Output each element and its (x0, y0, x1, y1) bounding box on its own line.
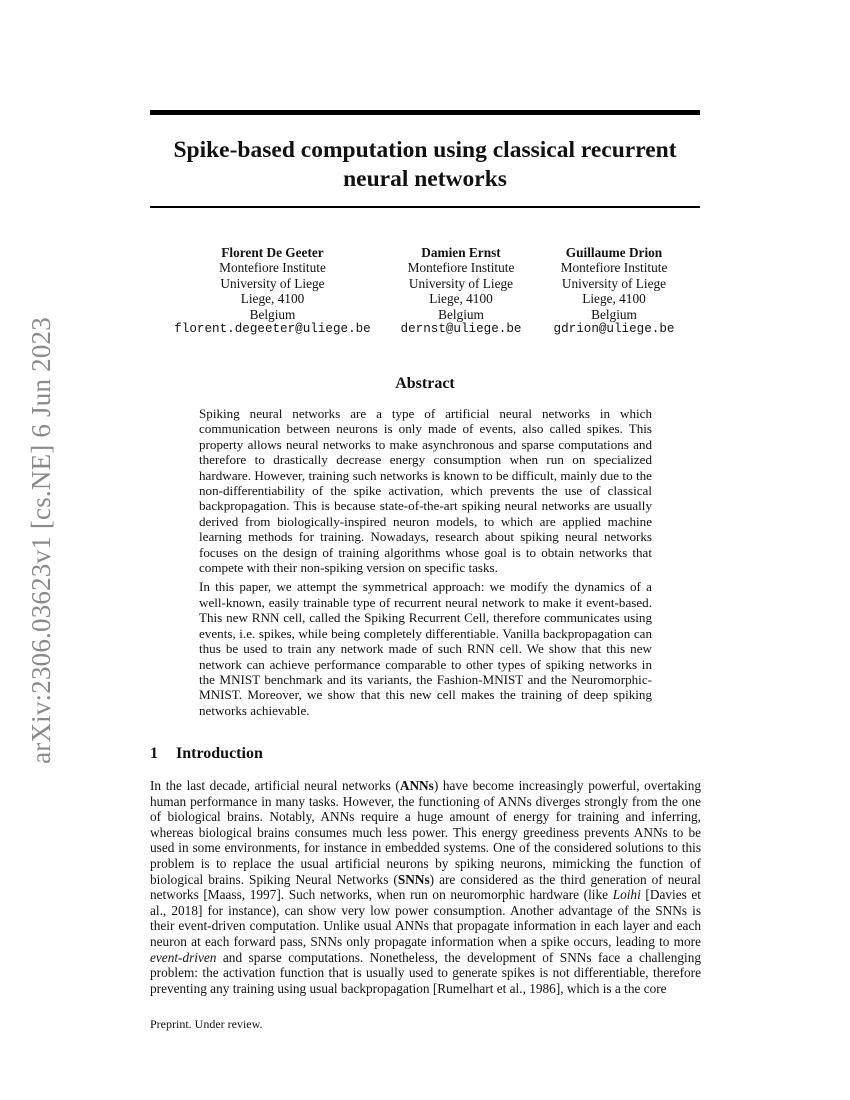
title-top-rule (150, 110, 700, 115)
introduction-body (150, 778, 701, 996)
abstract-paragraph-2: In this paper, we attempt the symmetrical approach: we modify the dynamics of a well-known, easily trainable type of recurrent neural network to make it event-based. This new RNN cell, called the Spiking Recurrent Cell, therefore communicates using events, i.e. spikes, while being completely differentiable. Vanilla backpropagation can thus be used to train any network made of such RNN cell. We show that this new network can achieve performance comparable to other types of spiking networks in the MNIST benchmark and its variants, the Fashion-MNIST and the Neuromorphic-MNIST. Moreover, we show that this new cell makes the training of deep spiking networks achievable. (199, 579, 652, 718)
intro-term-snns: SNNs (397, 871, 430, 887)
author-university: University of Liege (561, 275, 667, 291)
arxiv-identifier-text: arXiv:2306.03623v1 [cs.NE] 6 Jun 2023 (25, 316, 56, 764)
author-university: University of Liege (408, 275, 514, 291)
intro-term-anns: ANNs (399, 778, 434, 793)
intro-text: [Davies et al., 2018] for instance), can show very low power consumption. Another advantage of the SNNs is their event-driven computation. Unlike usual ANNs that propagate information in each layer and each neuron at each forward pass, SNNs only propagate information when a spike occurs, leading to more (150, 887, 701, 949)
author-country: Belgium (438, 306, 484, 322)
author-country: Belgium (249, 306, 296, 322)
author-university: University of Liege (220, 275, 325, 291)
author-city: Liege, 4100 (582, 291, 646, 307)
intro-term-event-driven: event-driven (150, 949, 217, 965)
abstract-heading: Abstract (395, 375, 455, 392)
author-name: Guillaume Drion (565, 245, 663, 260)
author-name: Damien Ernst (421, 245, 501, 260)
section-heading-introduction (150, 745, 263, 763)
author-email: gdrion@uliege.be (553, 322, 675, 337)
intro-term-loihi: Loihi (612, 887, 641, 903)
preprint-footer: Preprint. Under review. (150, 1017, 263, 1031)
author-block-3 (550, 245, 678, 337)
author-city: Liege, 4100 (429, 291, 493, 307)
author-country: Belgium (591, 306, 637, 322)
arxiv-identifier-stamp (16, 305, 66, 775)
intro-text: In the last decade, artificial neural networks ( (150, 778, 400, 793)
section-number: 1 (150, 745, 158, 762)
author-block-1 (170, 245, 375, 337)
author-block-2 (392, 245, 530, 337)
author-institute: Montefiore Institute (560, 260, 668, 276)
intro-text: ) have become increasingly powerful, overtaking human performance in many tasks. However, the functioning of ANNs diverges strongly from the one of biological brains. Notably, ANNs require a huge amount of energy for training and inferring, whereas biological brains consumes much less power. This energy greediness prevents ANNs to be used in some environments, for instance in embedded systems. One of the considered solutions to this problem is to replace the usual artificial neurons by spiking neurons, mimicking the function of biological brains. Spiking Neural Networks ( (150, 778, 702, 887)
author-institute: Montefiore Institute (219, 260, 326, 276)
title-bottom-rule (150, 206, 700, 208)
section-title: Introduction (176, 745, 263, 762)
paper-title: Spike-based computation using classical recurrent neural networks (173, 137, 677, 192)
author-city: Liege, 4100 (240, 291, 305, 307)
abstract-paragraph-1: Spiking neural networks are a type of artificial neural networks in which communication between neurons is only made of events, also called spikes. This property allows neural networks to make asynchronous and sparse computations and therefore to drastically decrease energy consumption when run on specialized hardware. However, training such networks is known to be difficult, mainly due to the non-differentiability of the spike activation, which prevents the use of classical backpropagation. This is because state-of-the-art spiking neural networks are usually derived from biologically-inspired neuron models, to which are applied machine learning methods for training. Nowadays, research about spiking neural networks focuses on the design of training algorithms whose goal is to obtain networks that compete with their non-spiking version on specific tasks. (199, 406, 652, 576)
author-email: florent.degeeter@uliege.be (174, 322, 371, 337)
author-name: Florent De Geeter (221, 245, 324, 260)
intro-text: and sparse computations. Nonetheless, the development of SNNs face a challenging problem: the activation function that is usually used to generate spikes is not differentiable, therefore preventing any training using usual backpropagation [Rumelhart et al., 1986], which is a the core (150, 949, 701, 996)
abstract-body (199, 406, 652, 722)
intro-text: ) are considered as the third generation of neural networks [Maass, 1997]. Such networks, when run on neuromorphic hardware (like (150, 871, 701, 903)
introduction-paragraph (150, 778, 701, 996)
author-email: dernst@uliege.be (400, 322, 522, 337)
author-institute: Montefiore Institute (407, 260, 515, 276)
